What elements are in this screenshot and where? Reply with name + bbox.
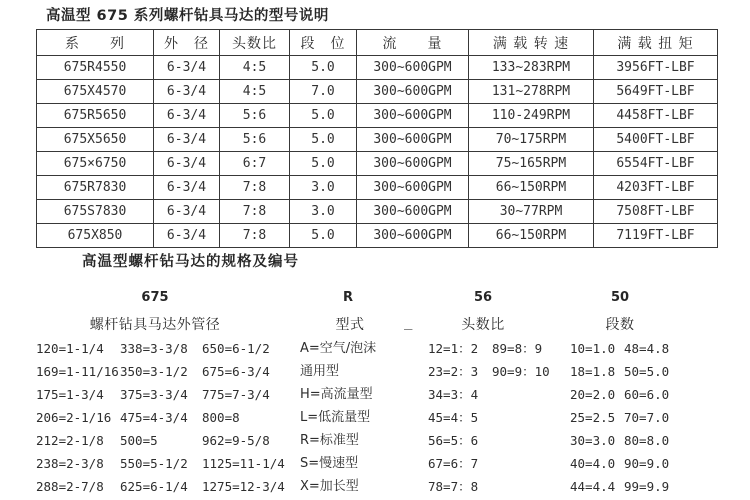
decoder-entry: 625=6-1/4 [120, 479, 188, 494]
decoder-entry: H=高流量型 [300, 387, 373, 402]
decoder-entry: 89=8：9 [492, 341, 543, 356]
table-cell: 300~600GPM [357, 128, 469, 152]
decoder-entry: 475=4-3/4 [120, 410, 188, 425]
decoder-entry: 10=1.0 [570, 341, 616, 356]
decoder-entry: 78=7：8 [428, 479, 479, 494]
table-row [37, 176, 718, 200]
decoder-entry [492, 429, 550, 452]
outer-diameter-column-2 [120, 337, 188, 498]
separator-underscore: _ [404, 314, 413, 330]
table-cell: 4:5 [220, 56, 290, 80]
decoder-entry: 675=6-3/4 [202, 364, 270, 379]
table-row [37, 80, 718, 104]
decoder-entry: 12=1：2 [428, 341, 479, 356]
outer-diameter-column-1 [36, 337, 119, 498]
table-cell: 6-3/4 [154, 80, 220, 104]
table-cell: 7.0 [290, 80, 357, 104]
decoder-entry: 90=9：10 [492, 364, 550, 379]
table-body [37, 56, 718, 248]
decoder-entry: 90=9.0 [624, 456, 670, 471]
decoder-entry: 375=3-3/4 [120, 387, 188, 402]
decoder-entry: 18=1.8 [570, 364, 616, 379]
decoder-entry: 56=5：6 [428, 433, 479, 448]
table-cell: 300~600GPM [357, 176, 469, 200]
decoder-entry: 500=5 [120, 433, 158, 448]
table-cell: 300~600GPM [357, 200, 469, 224]
decoder-entry: 20=2.0 [570, 387, 616, 402]
decoder-entry: X=加长型 [300, 479, 359, 494]
decoder-entry: R=标准型 [300, 433, 359, 448]
table-row [37, 128, 718, 152]
table-cell: 300~600GPM [357, 80, 469, 104]
table-cell: 7:8 [220, 224, 290, 248]
decoder-entry: 288=2-7/8 [36, 479, 104, 494]
table-cell: 5:6 [220, 104, 290, 128]
table-cell: 675S7830 [37, 200, 154, 224]
table-row [37, 56, 718, 80]
decoder-entry: 175=1-3/4 [36, 387, 104, 402]
decoder-entry: A=空气/泡沫 [300, 341, 377, 356]
decoder-entry [492, 452, 550, 475]
decoder-entry: 30=3.0 [570, 433, 616, 448]
code-type: R [342, 290, 353, 305]
decoder-entry: 通用型 [300, 364, 340, 379]
table-cell: 675R5650 [37, 104, 154, 128]
lobe-ratio-column-1 [428, 337, 478, 498]
table-cell: 133~283RPM [469, 56, 594, 80]
table-cell: 5.0 [290, 224, 357, 248]
decoder-entry: 70=7.0 [624, 410, 670, 425]
table-cell: 66~150RPM [469, 176, 594, 200]
table-cell: 6554FT-LBF [594, 152, 718, 176]
decoder-entry: 350=3-1/2 [120, 364, 188, 379]
table-cell: 30~77RPM [469, 200, 594, 224]
table-header-cell: 段 位 [290, 30, 357, 56]
table-cell: 5.0 [290, 104, 357, 128]
table-cell: 300~600GPM [357, 224, 469, 248]
decoder-entry: 44=4.4 [570, 479, 616, 494]
table-cell: 110-249RPM [469, 104, 594, 128]
decoder-entry: 60=6.0 [624, 387, 670, 402]
decoder-entry: 25=2.5 [570, 410, 616, 425]
table-cell: 675X4570 [37, 80, 154, 104]
decoder-entry: 650=6-1/2 [202, 341, 270, 356]
table-row [37, 224, 718, 248]
table-header-cell: 满 载 转 速 [469, 30, 594, 56]
table-cell: 66~150RPM [469, 224, 594, 248]
label-outer-diameter: 螺杆钻具马达外管径 [89, 317, 221, 333]
decoder-entry: 34=3：4 [428, 387, 479, 402]
table-header-row [37, 30, 718, 56]
table-header-cell: 头数比 [220, 30, 290, 56]
model-spec-table [36, 29, 718, 248]
label-stages: 段数 [605, 317, 635, 333]
table-cell: 3956FT-LBF [594, 56, 718, 80]
table-cell: 5649FT-LBF [594, 80, 718, 104]
table-cell: 4203FT-LBF [594, 176, 718, 200]
decoder-entry [492, 475, 550, 498]
code-lobe-ratio: 56 [473, 290, 493, 305]
table-row [37, 200, 718, 224]
decoder-entry: L=低流量型 [300, 410, 371, 425]
document-title: 高温型 675 系列螺杆钻具马达的型号说明 [46, 8, 329, 24]
section-title: 高温型螺杆钻马达的规格及编号 [82, 254, 299, 270]
table-cell: 675R7830 [37, 176, 154, 200]
table-cell: 300~600GPM [357, 104, 469, 128]
label-lobe-ratio: 头数比 [461, 317, 505, 333]
table-header-cell: 流 量 [357, 30, 469, 56]
table-cell: 6-3/4 [154, 200, 220, 224]
decoder-entry: 338=3-3/8 [120, 341, 188, 356]
table-cell: 5.0 [290, 128, 357, 152]
table-cell: 6:7 [220, 152, 290, 176]
stages-column-1 [570, 337, 615, 498]
decoder-entry: 550=5-1/2 [120, 456, 188, 471]
table-cell: 4:5 [220, 80, 290, 104]
table-cell: 6-3/4 [154, 128, 220, 152]
decoder-entry: 120=1-1/4 [36, 341, 104, 356]
table-cell: 3.0 [290, 176, 357, 200]
table-row [37, 104, 718, 128]
decoder-entry: 238=2-3/8 [36, 456, 104, 471]
table-cell: 6-3/4 [154, 104, 220, 128]
table-cell: 7508FT-LBF [594, 200, 718, 224]
decoder-entry: 169=1-11/16 [36, 364, 119, 379]
table-cell: 300~600GPM [357, 152, 469, 176]
table-cell: 675X5650 [37, 128, 154, 152]
table-cell: 7119FT-LBF [594, 224, 718, 248]
table-cell: 5.0 [290, 152, 357, 176]
decoder-entry: 48=4.8 [624, 341, 670, 356]
table-cell: 3.0 [290, 200, 357, 224]
stages-column-2 [624, 337, 669, 498]
table-cell: 7:8 [220, 176, 290, 200]
decoder-entry: 67=6：7 [428, 456, 479, 471]
table-cell: 4458FT-LBF [594, 104, 718, 128]
decoder-entry: 45=4：5 [428, 410, 479, 425]
code-stages: 50 [610, 290, 630, 305]
table-cell: 6-3/4 [154, 224, 220, 248]
decoder-entry: 206=2-1/16 [36, 410, 112, 425]
decoder-entry: 800=8 [202, 410, 240, 425]
decoder-entry: 40=4.0 [570, 456, 616, 471]
table-cell: 675×6750 [37, 152, 154, 176]
decoder-entry [492, 406, 550, 429]
table-cell: 675R4550 [37, 56, 154, 80]
type-column [300, 337, 376, 498]
label-type: 型式 [335, 317, 365, 333]
table-cell: 131~278RPM [469, 80, 594, 104]
decoder-entry: 23=2：3 [428, 364, 479, 379]
code-outer-diameter: 675 [141, 290, 169, 305]
decoder-entry: 212=2-1/8 [36, 433, 104, 448]
decoder-entry: 99=9.9 [624, 479, 670, 494]
table-cell: 300~600GPM [357, 56, 469, 80]
decoder-entry: 1275=12-3/4 [202, 479, 285, 494]
table-cell: 70~175RPM [469, 128, 594, 152]
outer-diameter-column-3 [202, 337, 285, 498]
table-header-cell: 系 列 [37, 30, 154, 56]
table-cell: 75~165RPM [469, 152, 594, 176]
table-cell: 6-3/4 [154, 56, 220, 80]
decoder-entry: S=慢速型 [300, 456, 359, 471]
table-cell: 675X850 [37, 224, 154, 248]
table-header-cell: 满 载 扭 矩 [594, 30, 718, 56]
lobe-ratio-column-2 [492, 337, 550, 498]
decoder-entry: 50=5.0 [624, 364, 670, 379]
table-cell: 6-3/4 [154, 152, 220, 176]
decoder-entry: 775=7-3/4 [202, 387, 270, 402]
table-cell: 5.0 [290, 56, 357, 80]
table-header-cell: 外 径 [154, 30, 220, 56]
table-cell: 7:8 [220, 200, 290, 224]
decoder-entry: 1125=11-1/4 [202, 456, 285, 471]
decoder-entry [492, 383, 550, 406]
decoder-entry: 80=8.0 [624, 433, 670, 448]
table-cell: 6-3/4 [154, 176, 220, 200]
decoder-entry: 962=9-5/8 [202, 433, 270, 448]
table-cell: 5:6 [220, 128, 290, 152]
table-cell: 5400FT-LBF [594, 128, 718, 152]
table-row [37, 152, 718, 176]
